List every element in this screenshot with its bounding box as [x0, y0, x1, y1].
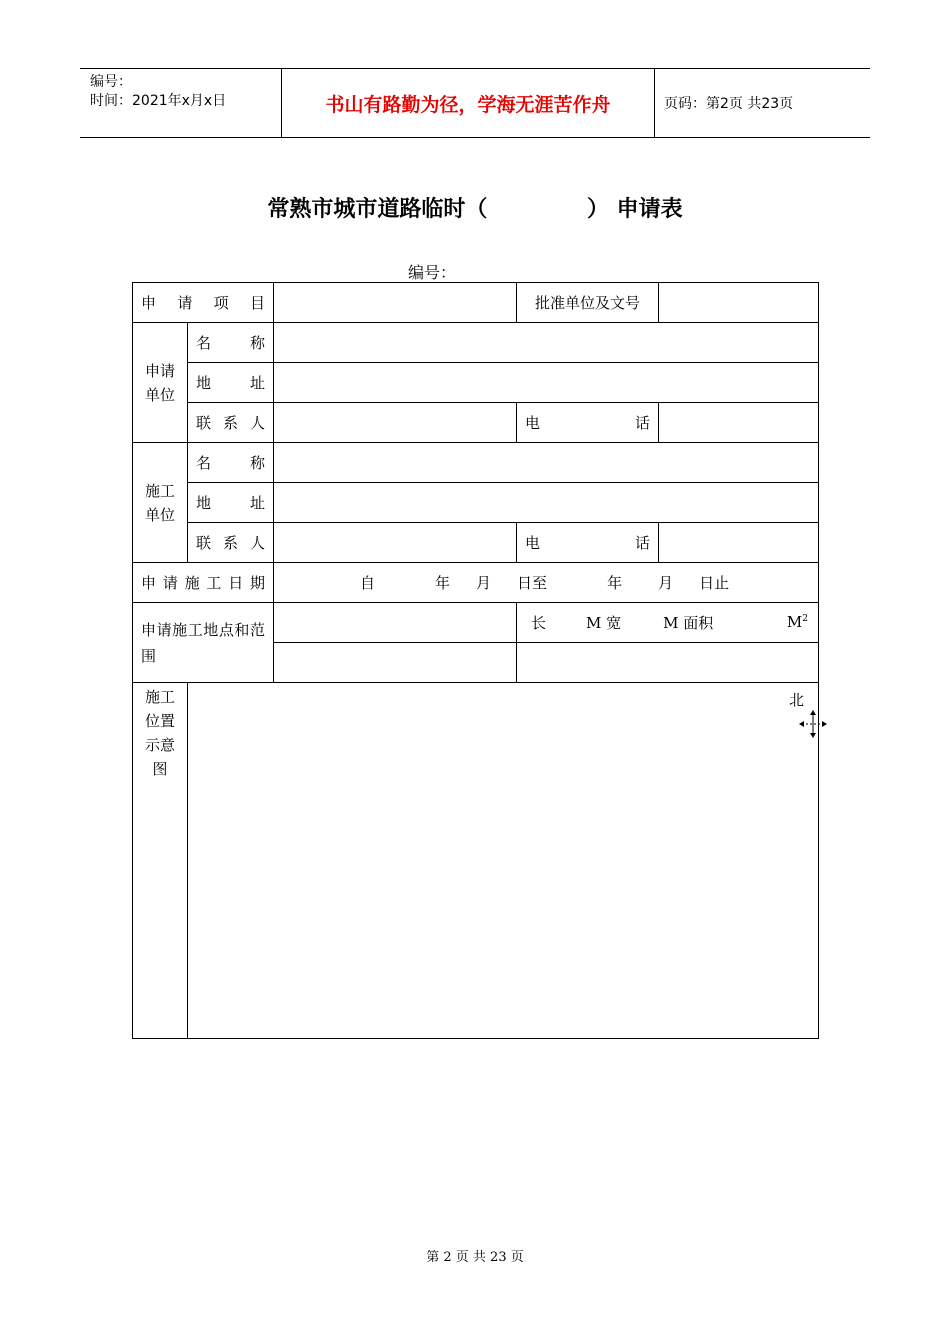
- row-construction-contact: [133, 523, 819, 563]
- form-serial-label: 编号：: [408, 263, 457, 282]
- north-label: 北: [788, 691, 804, 709]
- row-construction-address: [133, 483, 819, 523]
- location-field-3[interactable]: [517, 643, 819, 683]
- form-title-suffix: ） 申请表: [586, 197, 683, 222]
- form-serial: [408, 260, 540, 283]
- row-construction-name: [133, 443, 819, 483]
- date-field[interactable]: [274, 563, 819, 603]
- applicant-name-label: 名 称: [188, 323, 274, 363]
- m2-unit: $M^2$: [786, 613, 808, 631]
- approval-unit-field[interactable]: [659, 283, 819, 323]
- page-header: [80, 68, 870, 138]
- construction-group-label: 施工单位: [133, 443, 188, 563]
- construction-address-label: 地 址: [188, 483, 274, 523]
- form-serial-field[interactable]: [456, 266, 540, 283]
- row-date: [133, 563, 819, 603]
- row-applicant-name: [133, 323, 819, 363]
- applicant-contact-label: 联 系 人: [188, 403, 274, 443]
- construction-phone-label: 电 话: [517, 523, 659, 563]
- applicant-phone-field[interactable]: [659, 403, 819, 443]
- location-field-1[interactable]: [274, 603, 517, 643]
- form-title-blank[interactable]: [487, 197, 587, 222]
- row-applicant-contact: [133, 403, 819, 443]
- construction-contact-field[interactable]: [274, 523, 517, 563]
- date-month-1: 月: [476, 574, 492, 592]
- map-label: 施工位置示意图: [133, 683, 188, 1039]
- page-footer: 第 2 页 共 23 页: [426, 1250, 524, 1265]
- header-motto: 书山有路勤为径，学海无涯苦作舟: [281, 69, 655, 137]
- length-label: 长: [531, 614, 547, 632]
- location-field-2[interactable]: [274, 643, 517, 683]
- construction-contact-label: 联 系 人: [188, 523, 274, 563]
- row-location-1: [133, 603, 819, 643]
- construction-address-field[interactable]: [274, 483, 819, 523]
- construction-phone-field[interactable]: [659, 523, 819, 563]
- dimension-field[interactable]: [517, 603, 819, 643]
- date-year-2: 年: [607, 574, 623, 592]
- application-form: [132, 282, 819, 1039]
- apply-item-field[interactable]: [274, 283, 517, 323]
- date-year-1: 年: [435, 574, 451, 592]
- header-meta: [90, 69, 280, 141]
- applicant-group-label: 申请单位: [133, 323, 188, 443]
- width-label: M 宽: [586, 614, 622, 632]
- form-title-prefix: 常熟市城市道路临时（: [267, 197, 488, 222]
- date-from: 自: [360, 574, 376, 592]
- apply-item-label: 申 请 项 目: [133, 283, 274, 323]
- header-time: 时间：2021年x月x日: [90, 93, 227, 109]
- date-day-end: 日止: [699, 574, 730, 592]
- approval-unit-label: 批准单位及文号: [517, 283, 659, 323]
- applicant-phone-label: 电 话: [517, 403, 659, 443]
- date-day-to: 日至: [517, 574, 548, 592]
- applicant-name-field[interactable]: [274, 323, 819, 363]
- compass-icon: [798, 709, 828, 739]
- applicant-address-label: 地 址: [188, 363, 274, 403]
- row-apply-item: [133, 283, 819, 323]
- area-label: M 面积: [663, 614, 714, 632]
- row-applicant-address: [133, 363, 819, 403]
- form-title: [0, 192, 950, 223]
- row-map: [133, 683, 819, 1039]
- applicant-contact-field[interactable]: [274, 403, 517, 443]
- location-label: 申请施工地点和范 围: [133, 603, 274, 683]
- construction-name-field[interactable]: [274, 443, 819, 483]
- date-month-2: 月: [658, 574, 674, 592]
- header-serial: 编号：: [90, 74, 132, 90]
- date-label: 申请施工日期: [133, 563, 274, 603]
- applicant-address-field[interactable]: [274, 363, 819, 403]
- map-area[interactable]: [188, 683, 819, 1039]
- header-page-info: 页码：第2页 共23页: [664, 96, 794, 112]
- construction-name-label: 名 称: [188, 443, 274, 483]
